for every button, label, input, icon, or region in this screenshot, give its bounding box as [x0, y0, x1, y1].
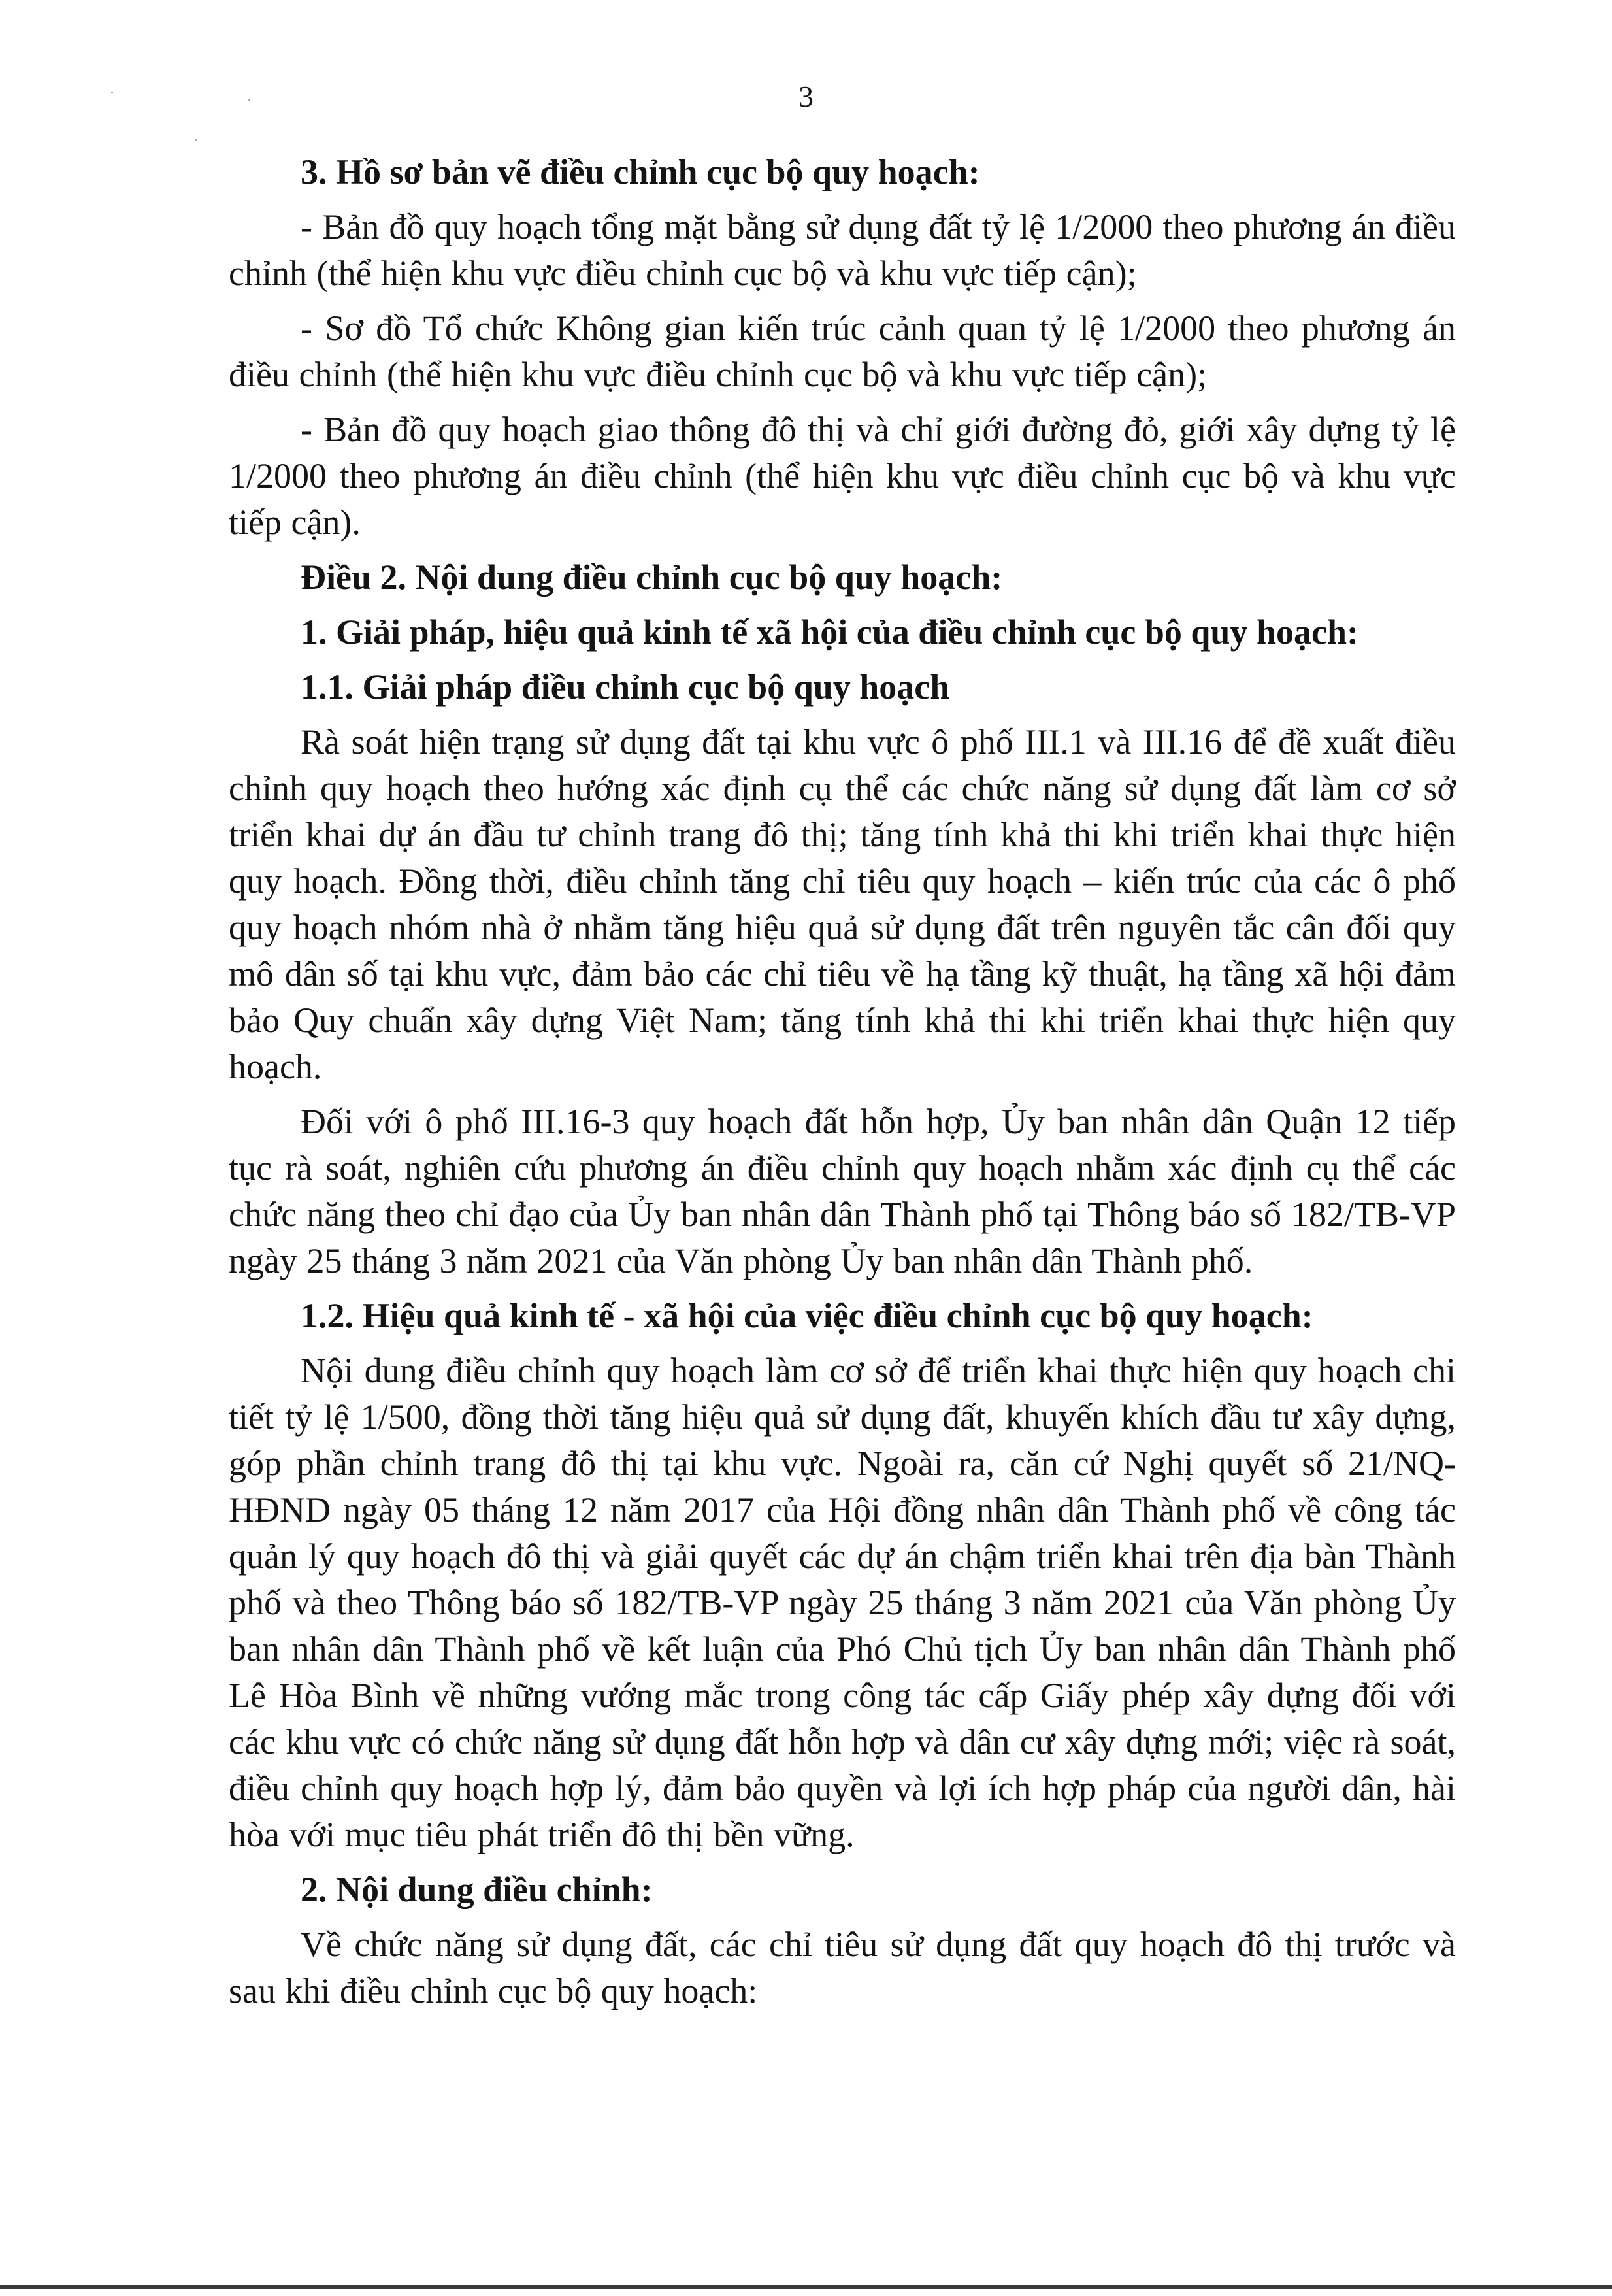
document-body: [229, 149, 1456, 2014]
paragraph-traffic-map: - Bản đồ quy hoạch giao thông đô thị và chỉ giới đường đỏ, giới xây dựng tỷ lệ 1/2000 theo phương án điều chỉnh (thể hiện khu vực điều chỉnh cục bộ và khu vực tiếp cận).: [229, 410, 1456, 542]
page-bottom-border: [0, 2285, 1612, 2289]
section-heading-solutions: 1. Giải pháp, hiệu quả kinh tế xã hội của điều chỉnh cục bộ quy hoạch:: [301, 612, 1358, 652]
paragraph-review-current-state: Rà soát hiện trạng sử dụng đất tại khu vực ô phố III.1 và III.16 để đề xuất điều chỉnh quy hoạch theo hướng xác định cụ thể các chức năng sử dụng đất làm cơ sở triển khai dự án đầu tư chỉnh trang đô thị; tăng tính khả thi khi triển khai thực hiện quy hoạch. Đồng thời, điều chỉnh tăng chỉ tiêu quy hoạch – kiến trúc của các ô phố quy hoạch nhóm nhà ở nhằm tăng hiệu quả sử dụng đất trên nguyên tắc cân đối quy mô dân số tại khu vực, đảm bảo các chỉ tiêu về hạ tầng kỹ thuật, hạ tầng xã hội đảm bảo Quy chuẩn xây dựng Việt Nam; tăng tính khả thi khi triển khai thực hiện quy hoạch.: [229, 722, 1456, 1086]
section-heading-drawings: 3. Hồ sơ bản vẽ điều chỉnh cục bộ quy hoạch:: [301, 152, 980, 191]
page-number: 3: [798, 80, 814, 113]
paragraph-landscape-diagram: - Sơ đồ Tổ chức Không gian kiến trúc cảnh quan tỷ lệ 1/2000 theo phương án điều chỉnh (thể hiện khu vực điều chỉnh cục bộ và khu vực tiếp cận);: [229, 308, 1456, 394]
paragraph-mixed-use-block: Đối với ô phố III.16-3 quy hoạch đất hỗn hợp, Ủy ban nhân dân Quận 12 tiếp tục rà soát, nghiên cứu phương án điều chỉnh quy hoạch nhằm xác định cụ thể các chức năng theo chỉ đạo của Ủy ban nhân dân Thành phố tại Thông báo số 182/TB-VP ngày 25 tháng 3 năm 2021 của Văn phòng Ủy ban nhân dân Thành phố.: [229, 1102, 1456, 1280]
scan-speck: [195, 139, 197, 141]
paragraph-efficiency: Nội dung điều chỉnh quy hoạch làm cơ sở để triển khai thực hiện quy hoạch chi tiết tỷ lệ 1/500, đồng thời tăng hiệu quả sử dụng đất, khuyến khích đầu tư xây dựng, góp phần chỉnh trang đô thị tại khu vực. Ngoài ra, căn cứ Nghị quyết số 21/NQ-HĐND ngày 05 tháng 12 năm 2017 của Hội đồng nhân dân Thành phố về công tác quản lý quy hoạch đô thị và giải quyết các dự án chậm triển khai trên địa bàn Thành phố và theo Thông báo số 182/TB-VP ngày 25 tháng 3 năm 2021 của Văn phòng Ủy ban nhân dân Thành phố về kết luận của Phó Chủ tịch Ủy ban nhân dân Thành phố Lê Hòa Bình về những vướng mắc trong công tác cấp Giấy phép xây dựng đối với các khu vực có chức năng sử dụng đất hỗn hợp và dân cư xây dựng mới; việc rà soát, điều chỉnh quy hoạch hợp lý, đảm bảo quyền và lợi ích hợp pháp của người dân, hài hòa với mục tiêu phát triển đô thị bền vững.: [229, 1351, 1456, 1854]
article-heading: Điều 2. Nội dung điều chỉnh cục bộ quy hoạch:: [301, 557, 1003, 597]
subsection-heading-solution: 1.1. Giải pháp điều chỉnh cục bộ quy hoạch: [301, 667, 950, 707]
section-heading-adjustment: 2. Nội dung điều chỉnh:: [301, 1870, 653, 1909]
paragraph-land-use-indicators: Về chức năng sử dụng đất, các chỉ tiêu sử dụng đất quy hoạch đô thị trước và sau khi điều chỉnh cục bộ quy hoạch:: [229, 1925, 1456, 2010]
subsection-heading-efficiency: 1.2. Hiệu quả kinh tế - xã hội của việc điều chỉnh cục bộ quy hoạch:: [301, 1296, 1313, 1335]
paragraph-land-use-map: - Bản đồ quy hoạch tổng mặt bằng sử dụng đất tỷ lệ 1/2000 theo phương án điều chỉnh (thể hiện khu vực điều chỉnh cục bộ và khu vực tiếp cận);: [229, 207, 1456, 293]
